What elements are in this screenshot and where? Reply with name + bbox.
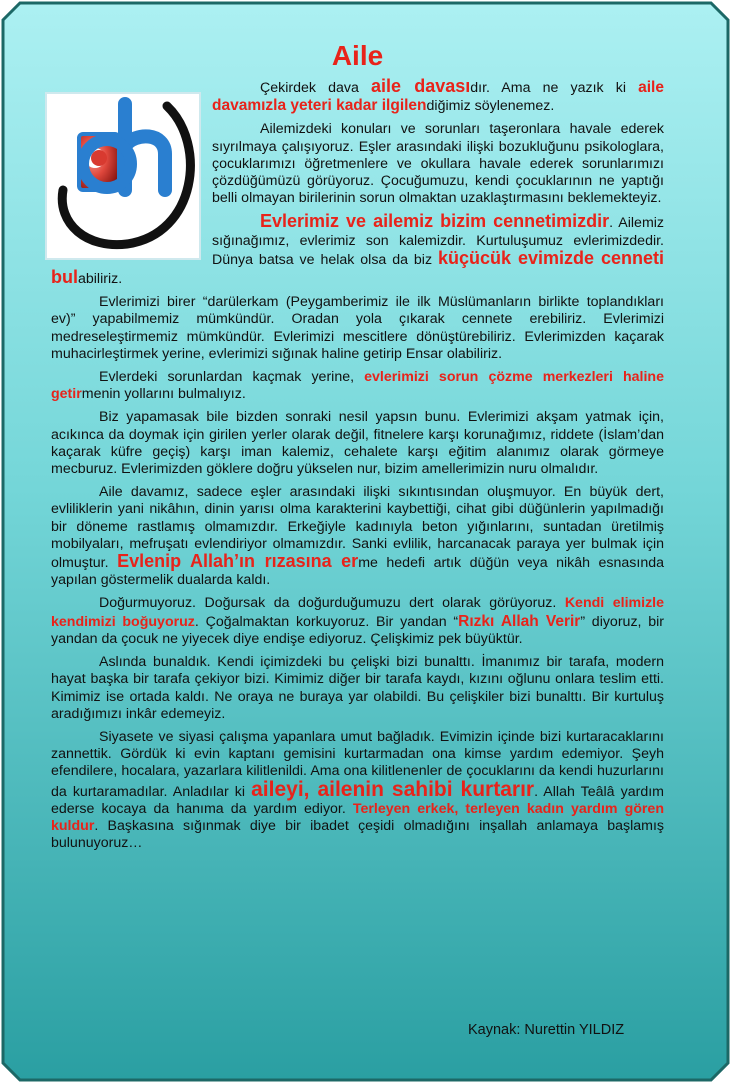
body-text: . Çoğalmaktan korkuyoruz. Bir yandan “ xyxy=(194,613,459,630)
highlight-text: aile davamızla yeteri kadar ilgilen xyxy=(212,79,664,115)
paragraph xyxy=(51,294,664,363)
body-text: Biz yapamasak bile bizden sonraki nesil yapsın bunu. Evlerimizi akşam yatmak için, acıkınca da doymak için girilen yerler olarak değil, fitnelere karşı korunağımız, riddete (İslam’dan kaçarak küfre geçiş) karşı iman kalemiz, cehalete karşı eğitim alanımız olarak görmeye mecburuz. Evlerimizden göklere doğru yükselen nur, bizim amellerimizin nuru olmalıdır. xyxy=(51,409,664,478)
body-text: Siyasete ve siyasi çalışma yapanlara umut bağladık. Evimizin içinde bizi kurtaracaklarını zannettik. Gördük ki evin kaptanı gemisini kurtarmadan ona kimse yardım edemiyor. Şeyh efendilere, hocalara, yazarlara kilitlenildi. Ama ona kilitlenenler de çocuklarını da kendi huzurlarını da kurtaramadılar. Anladılar ki xyxy=(51,728,664,800)
dh-logo-icon xyxy=(47,94,199,258)
highlight-text: Evlenip Allah’ın rızasına er xyxy=(117,551,359,572)
body-text: Aslında bunaldık. Kendi içimizdeki bu çelişki bizi bunalttı. İmanımız bir tarafa, modern hayat başka bir tarafa çekiyor bizi. Kimimiz diğer bir tarafa kaydı, kızını oğlunu onlara teslim etti. Kimimiz ise ortada kaldı. Ne oraya ne buraya yar olabildi. Bu çelişkiler bizi bunalttı. Bir kurtuluş aradığımızı inkâr edemeyiz. xyxy=(51,654,664,722)
body-text: Doğurmuyoruz. Doğursak da doğurduğumuzu dert olarak görüyoruz. xyxy=(99,595,565,612)
body-text: . Ailemiz sığınağımız, evlerimiz son kalemizdir. Kurtuluşumuz evlerimizdedir. Dünya batsa ve helak olsa da biz xyxy=(212,215,665,268)
highlight-text: Evlerimiz ve ailemiz bizim cennetimizdir xyxy=(260,211,610,232)
body-text: . Allah Teâlâ yardım ederse kocaya da hanıma da yardım ediyor. xyxy=(51,783,664,817)
source-credit: Kaynak: Nurettin YILDIZ xyxy=(468,1022,625,1038)
highlight-text: Terleyen erkek, terleyen kadın yardım gören kuldur xyxy=(51,800,664,834)
body-text: ” diyoruz, bir yandan da çocuk ne yiyecek diye endişe ediyoruz. Çelişkimiz pek büyüktür. xyxy=(51,613,664,647)
paragraph xyxy=(51,484,664,589)
body-text: Çekirdek dava xyxy=(260,80,371,96)
body-text: menin yollarını bulmalıyız. xyxy=(81,386,246,403)
highlight-text: aileyi, ailenin sahibi kurtarır xyxy=(251,777,535,801)
highlight-text: Kendi elimizle kendimizi boğuyoruz xyxy=(51,595,665,630)
paragraph xyxy=(51,654,664,723)
body-text: Aile davamız, sadece eşler arasındaki ilişki sıkıntısından oluşmuyor. En büyük dert, evliliklerin yani nikâhın, dinin yarısı olma karakterini kaybettiği, cihat gibi düğünlerin yapılmadığı bir döneme rastlamış olmamızdır. Erkeğiyle kadınıyla beton yığınlarını, suntadan üretilmiş mobilyaları, mefruşatı evlendiriyor olmamızdır. Sanki evlilik, harcanacak paraya yer bulmak için olmuştur. xyxy=(51,484,664,572)
body-text: me hedefi artık düğün veya nikâh esnasında yapılan göstermelik dualarda kaldı. xyxy=(51,555,664,589)
body-text: . Başkasına sığınmak diye bir ibadet çeşidi olmadığını inşallah anlamaya başlamış bulunuyoruz… xyxy=(51,817,664,852)
page-title: Aile xyxy=(331,40,384,71)
body-text: abiliriz. xyxy=(78,271,123,288)
paragraph xyxy=(51,409,664,478)
body-text: diğimiz söylenemez. xyxy=(426,98,555,115)
body-text: Ailemizdeki konuları ve sorunları taşeronlara havale ederek sıyrılmaya çalışıyoruz. Eşler arasındaki ilişki bozukluğunu psikologlara, çocuklarımızı öğretmenlere ve okullara havale ederek sorunlarımızı çözdüğümüzü görüyoruz. Çocuğumuzu, kendi çocuklarının ne yaptığı belli olmayan birilerinin sorun olmaktan uzaklaştırmasını beklemekteyiz. xyxy=(212,121,664,207)
highlight-text: Rızkı Allah Verir xyxy=(458,612,581,630)
highlight-text: küçücük evimizde cenneti bul xyxy=(51,247,664,288)
body-text: dır. Ama ne yazık ki xyxy=(470,80,639,96)
paragraph xyxy=(51,729,664,852)
highlight-text: evlerimizi sorun çözme merkezleri haline getir xyxy=(51,369,664,403)
body-text: Evlerdeki sorunlardan kaçmak yerine, xyxy=(99,369,365,386)
paragraph xyxy=(51,595,664,648)
dh-logo xyxy=(45,92,201,260)
paragraph xyxy=(51,369,664,403)
article xyxy=(51,36,664,858)
highlight-text: aile davası xyxy=(371,76,471,96)
body-text: Evlerimizi birer “darülerkam (Peygamberimiz ile ilk Müslümanların birlikte toplandıkları ev)” yapabilmemiz mümkündür. Oradan yola çıkarak cennete erebiliriz. Evlerimizi medreseleştirmemiz mümkündür. Evlerimizi mescitlere dönüştürebiliriz. Evlerimizden kaçarak muhacirleştirmek yerine, evlerimizi sığınak haline getirip Ensar olabiliriz. xyxy=(51,294,664,362)
